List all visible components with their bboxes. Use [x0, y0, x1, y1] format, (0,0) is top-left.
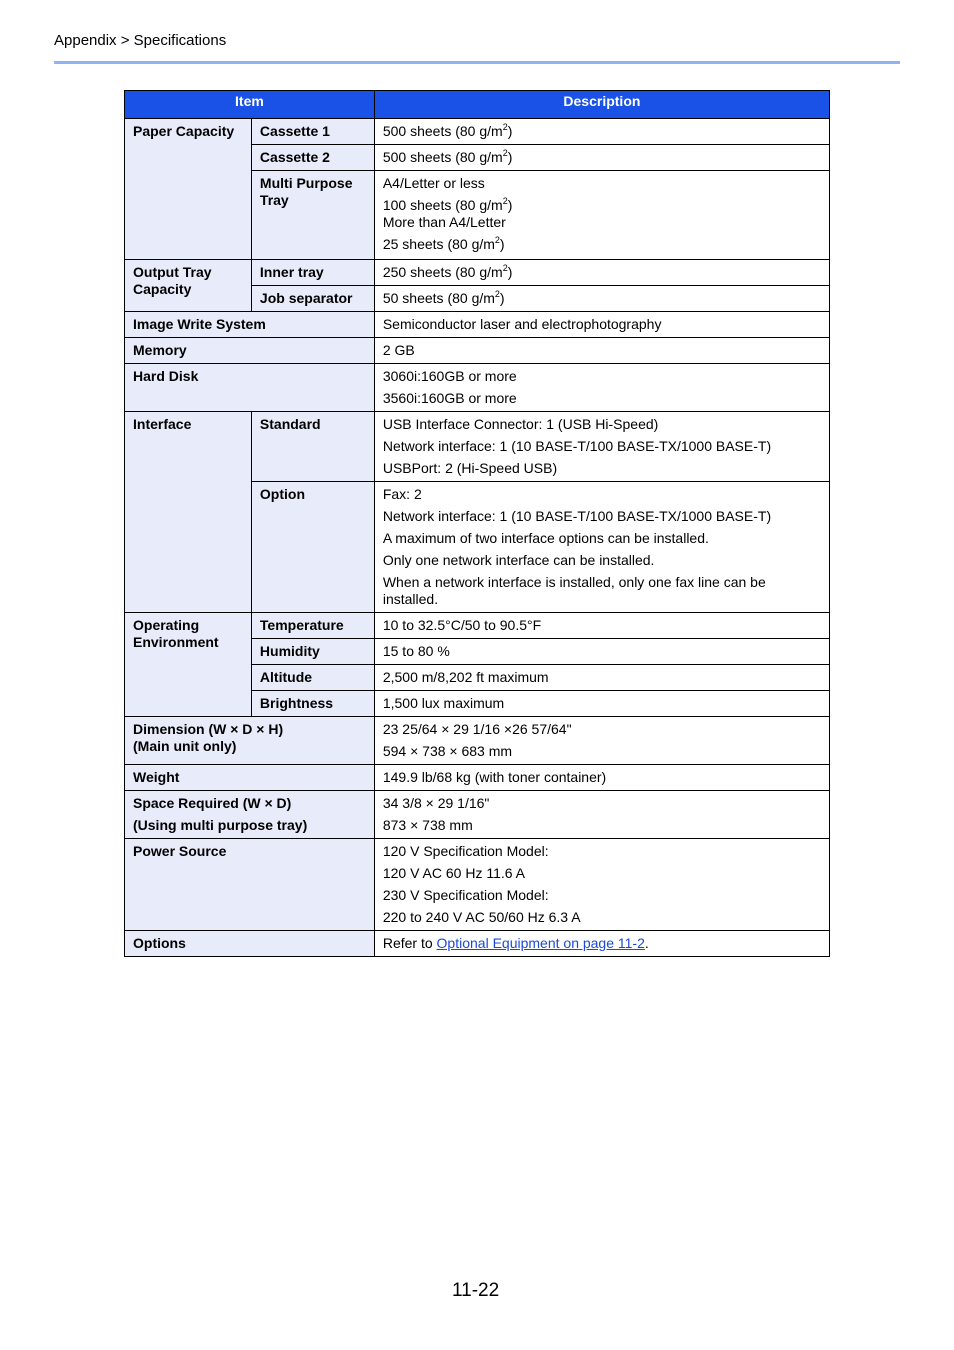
row-label-space-required: Space Required (W × D) (Using multi purpose tray): [125, 791, 375, 839]
value-brightness: 1,500 lux maximum: [374, 691, 829, 717]
table-row: [125, 765, 830, 791]
value-temperature: 10 to 32.5°C/50 to 90.5°F: [374, 613, 829, 639]
value-job-separator: 50 sheets (80 $g/m^2$): [374, 286, 829, 312]
value-image-write-system: Semiconductor laser and electrophotography: [374, 312, 829, 338]
value-memory: 2 GB: [374, 338, 829, 364]
row-label-hard-disk: Hard Disk: [125, 364, 375, 412]
table-row: [125, 338, 830, 364]
table-row: [125, 613, 830, 639]
value-cassette-2: 500 sheets (80 $g/m^2$): [374, 145, 829, 171]
value-space-required: 34 3/8 × 29 1/16" 873 × 738 mm: [374, 791, 829, 839]
header-rule: [54, 61, 900, 64]
value-options: Refer to Optional Equipment on page 11-2.: [374, 931, 829, 957]
sub-label-multi-purpose-tray: Multi Purpose Tray: [251, 171, 374, 260]
column-header-item: Item: [125, 91, 375, 119]
sub-label-altitude: Altitude: [251, 665, 374, 691]
sub-label-job-separator: Job separator: [251, 286, 374, 312]
row-label-memory: Memory: [125, 338, 375, 364]
value-standard: USB Interface Connector: 1 (USB Hi-Speed) Network interface: 1 (10 BASE-T/100 BASE-TX/1000 BASE-T) USBPort: 2 (Hi-Speed USB): [374, 412, 829, 482]
specifications-table: [124, 90, 830, 957]
value-cassette-1: 500 sheets (80 $g/m^2$): [374, 119, 829, 145]
sub-label-humidity: Humidity: [251, 639, 374, 665]
row-label-options: Options: [125, 931, 375, 957]
sub-label-option: Option: [251, 482, 374, 613]
row-label-operating-environment: Operating Environment: [125, 613, 252, 717]
table-row: [125, 364, 830, 412]
column-header-description: Description: [374, 91, 829, 119]
row-label-dimension: Dimension (W × D × H) (Main unit only): [125, 717, 375, 765]
value-altitude: 2,500 m/8,202 ft maximum: [374, 665, 829, 691]
value-option: Fax: 2 Network interface: 1 (10 BASE-T/100 BASE-TX/1000 BASE-T) A maximum of two interface options can be installed. Only one network interface can be installed. When a network interface is installed, only one fax line can be installed.: [374, 482, 829, 613]
table-row: [125, 412, 830, 482]
breadcrumb: Appendix > Specifications: [54, 32, 227, 49]
row-label-weight: Weight: [125, 765, 375, 791]
row-label-interface: Interface: [125, 412, 252, 613]
sub-label-cassette-1: Cassette 1: [251, 119, 374, 145]
table-row: [125, 119, 830, 145]
table-header-row: [125, 91, 830, 119]
table-row: [125, 791, 830, 839]
table-row: [125, 717, 830, 765]
table-row: [125, 931, 830, 957]
row-label-output-tray-capacity: Output Tray Capacity: [125, 260, 252, 312]
sub-label-cassette-2: Cassette 2: [251, 145, 374, 171]
value-power-source: 120 V Specification Model: 120 V AC 60 Hz 11.6 A 230 V Specification Model: 220 to 240 V AC 50/60 Hz 6.3 A: [374, 839, 829, 931]
table-row: [125, 260, 830, 286]
page-number: 11-22: [452, 1280, 500, 1301]
row-label-image-write-system: Image Write System: [125, 312, 375, 338]
value-dimension: 23 25/64 × 29 1/16 ×26 57/64" 594 × 738 × 683 mm: [374, 717, 829, 765]
row-label-paper-capacity: Paper Capacity: [125, 119, 252, 260]
table-row: [125, 839, 830, 931]
value-weight: 149.9 lb/68 kg (with toner container): [374, 765, 829, 791]
optional-equipment-link[interactable]: Optional Equipment on page 11-2: [436, 935, 645, 951]
value-hard-disk: 3060i:160GB or more 3560i:160GB or more: [374, 364, 829, 412]
value-humidity: 15 to 80 %: [374, 639, 829, 665]
value-multi-purpose-tray: A4/Letter or less 100 sheets (80 $g/m^2$) More than A4/Letter 25 sheets (80 $g/m^2$): [374, 171, 829, 260]
value-inner-tray: 250 sheets (80 $g/m^2$): [374, 260, 829, 286]
row-label-power-source: Power Source: [125, 839, 375, 931]
sub-label-standard: Standard: [251, 412, 374, 482]
sub-label-temperature: Temperature: [251, 613, 374, 639]
sub-label-brightness: Brightness: [251, 691, 374, 717]
sub-label-inner-tray: Inner tray: [251, 260, 374, 286]
table-row: [125, 312, 830, 338]
